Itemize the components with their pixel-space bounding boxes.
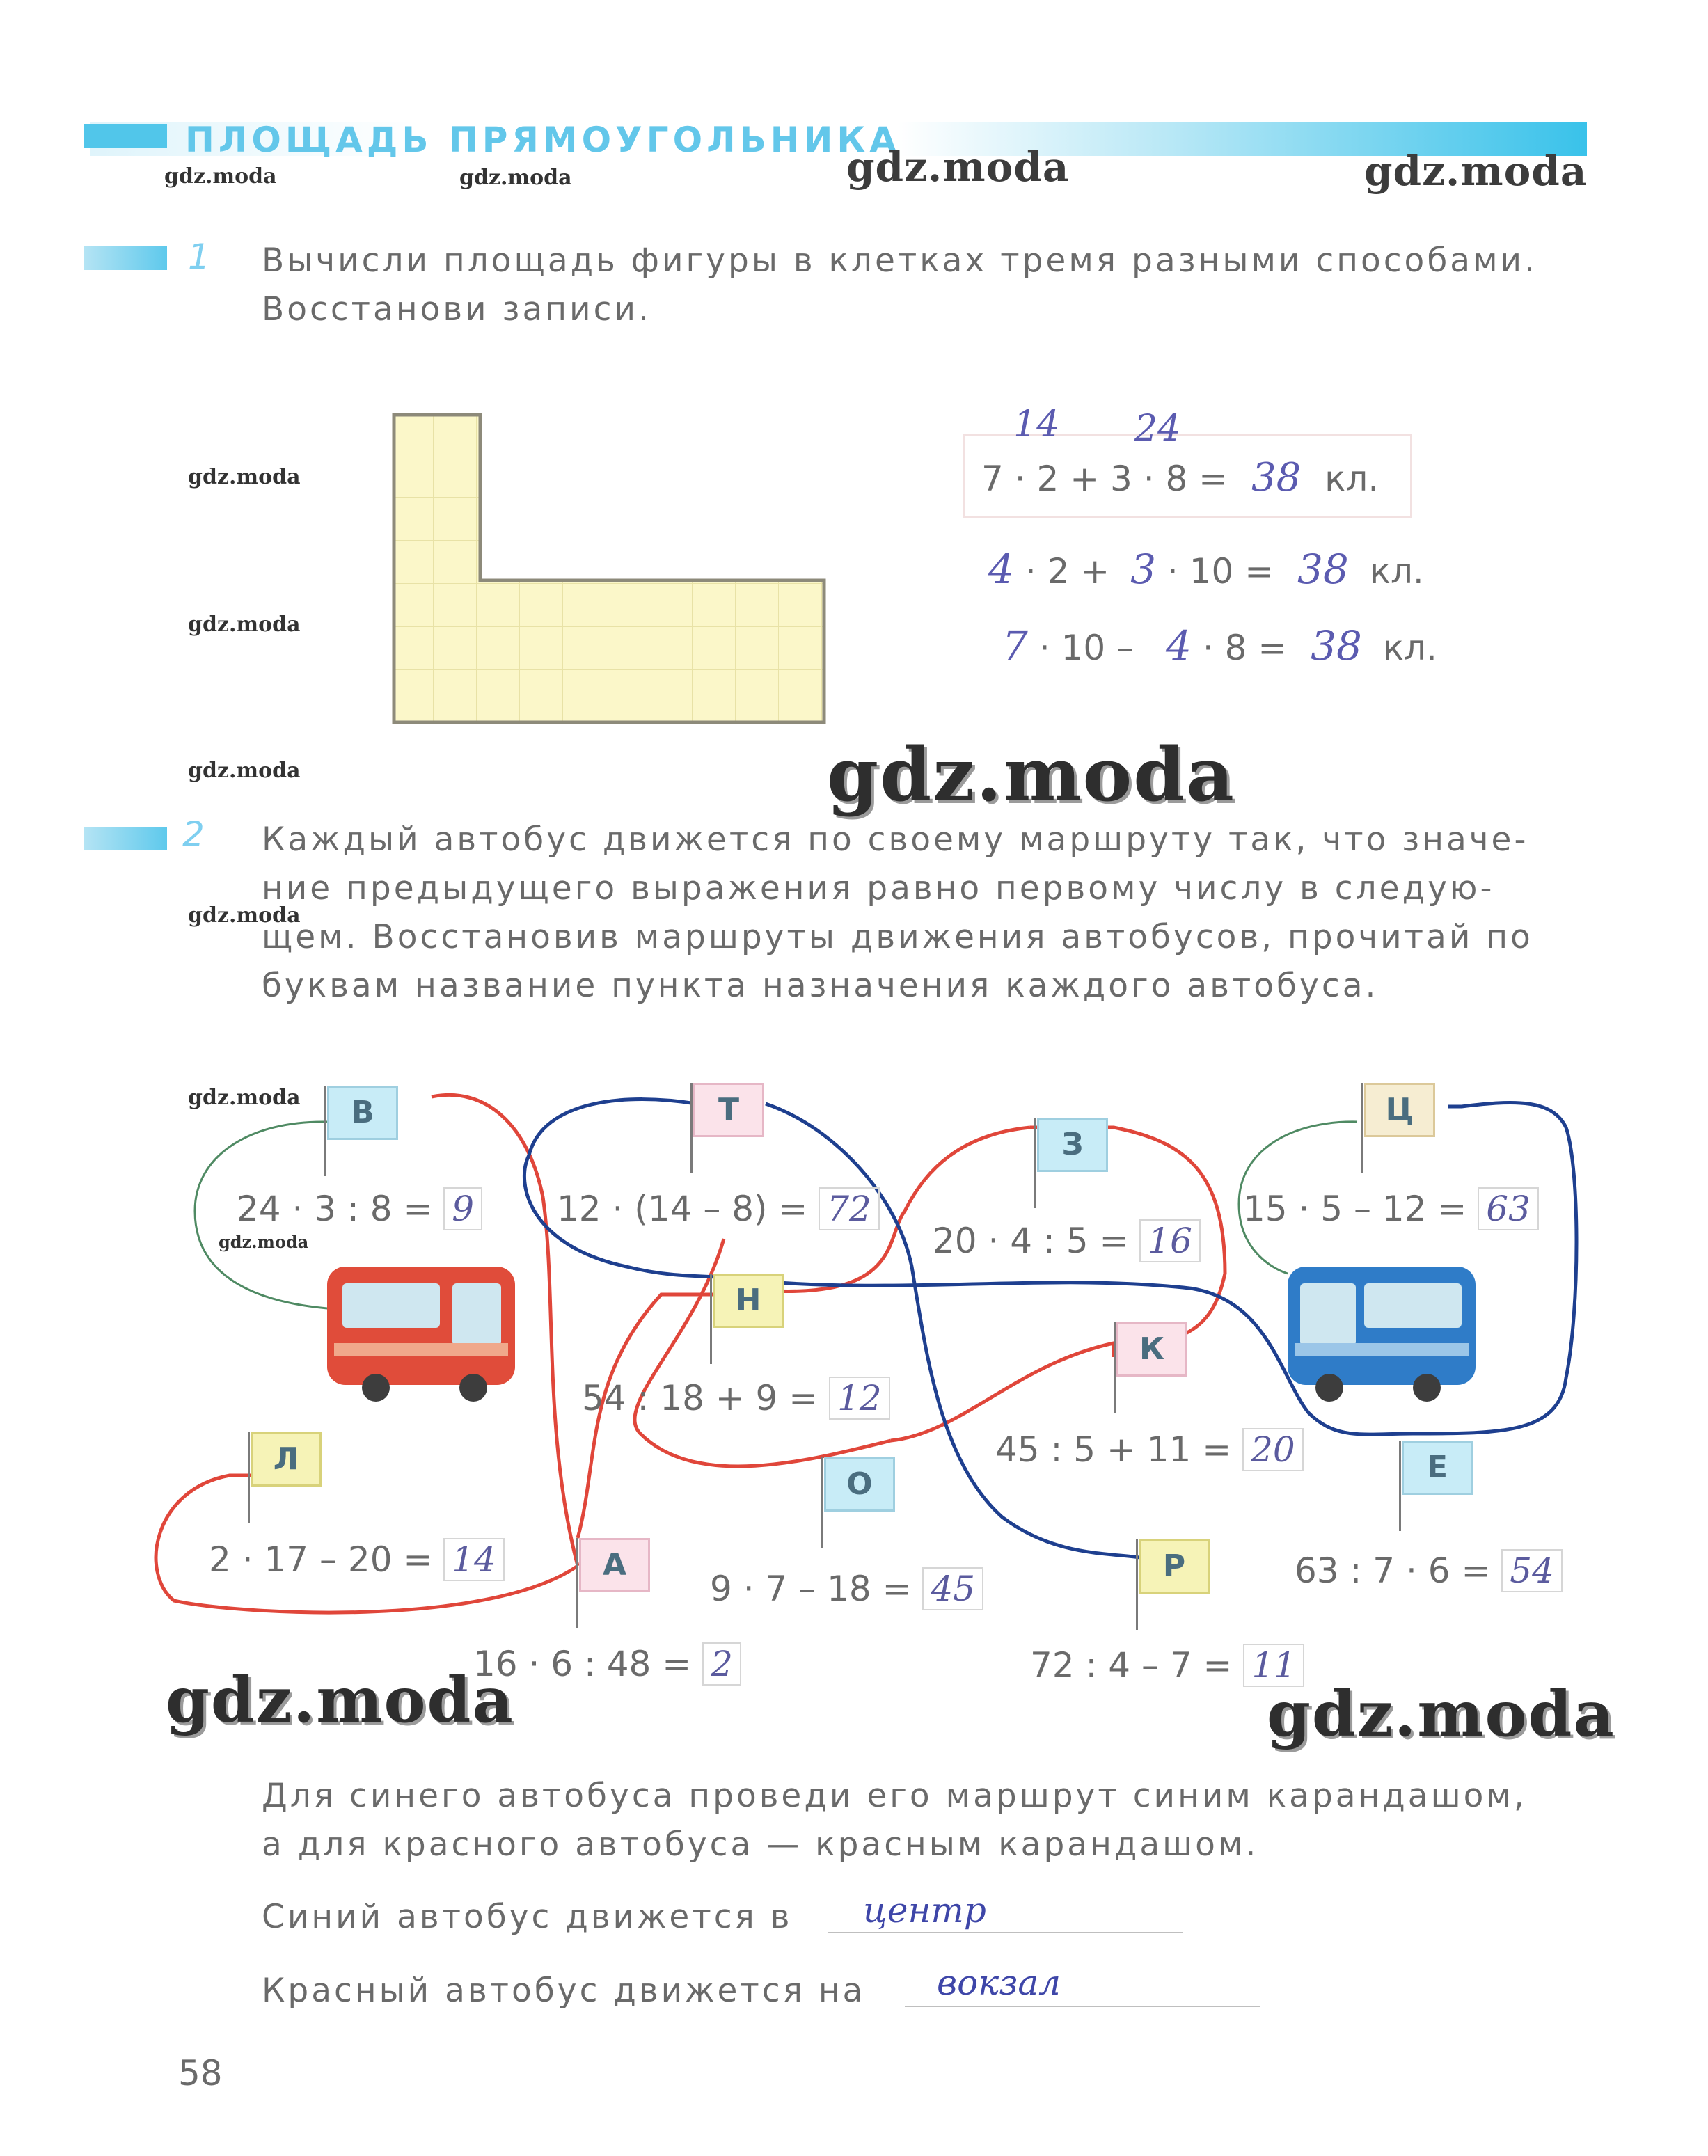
stop-flag-t: Т: [693, 1083, 764, 1137]
task-text: Восстанови записи.: [262, 290, 651, 328]
equation-2: [988, 546, 1424, 593]
answer-value: 7: [1002, 622, 1028, 669]
stop-flag-z: З: [1037, 1118, 1108, 1172]
unit-label: кл.: [1325, 459, 1379, 499]
stop-expression: [473, 1642, 741, 1686]
stop-expression: [582, 1377, 890, 1420]
watermark: gdz.moda: [164, 164, 277, 189]
equation-3: [1002, 622, 1437, 669]
stop-flag-o: О: [824, 1457, 895, 1512]
stop-expression: [237, 1187, 482, 1230]
expression-text: 15 · 5 – 12 =: [1243, 1189, 1467, 1229]
answer-value: 3: [1130, 546, 1157, 593]
flag-pole: [1114, 1322, 1116, 1413]
watermark: gdz.moda: [827, 731, 1235, 818]
flag-pole: [821, 1457, 823, 1548]
header-marker: [84, 124, 167, 148]
expression-text: 2 · 17 – 20 =: [209, 1539, 433, 1580]
watermark: gdz.moda: [459, 166, 572, 190]
answer-prompt: Красный автобус движется на: [262, 1972, 866, 2010]
instruction-text: а для красного автобуса — красным карандашом.: [262, 1825, 1259, 1864]
watermark: gdz.moda: [188, 903, 301, 928]
flag-pole: [1136, 1539, 1138, 1630]
l-shape-grid-figure: [390, 411, 835, 731]
task-marker: [84, 246, 167, 270]
handwritten-note: 24: [1134, 408, 1181, 450]
stop-flag-n: Н: [713, 1274, 784, 1328]
equation-text: 7 · 2 + 3 · 8 =: [981, 459, 1228, 499]
watermark: gdz.moda: [188, 465, 301, 489]
answer-value: 11: [1243, 1644, 1304, 1687]
red-bus-icon: [327, 1267, 515, 1402]
stop-flag-r: Р: [1139, 1539, 1210, 1594]
stop-flag-ts: Ц: [1364, 1083, 1435, 1137]
task-text: щем. Восстановив маршруты движения автобусов, прочитай по: [262, 918, 1533, 956]
stop-flag-v: В: [327, 1086, 398, 1140]
stop-expression: [1295, 1549, 1563, 1592]
task-number: 2: [182, 814, 205, 855]
answer-value: 38: [1297, 546, 1349, 593]
task-marker: [84, 827, 167, 850]
watermark: gdz.moda: [188, 759, 301, 783]
expression-text: 12 · (14 – 8) =: [557, 1189, 808, 1229]
watermark: gdz.moda: [188, 612, 301, 637]
flag-pole: [576, 1538, 578, 1628]
answer-value: 14: [443, 1538, 505, 1581]
equation-text: · 10 =: [1167, 551, 1274, 592]
equation-text: · 2 +: [1025, 551, 1110, 592]
watermark: gdz.moda: [166, 1663, 514, 1737]
answer-value: 4: [1166, 622, 1192, 669]
flag-pole: [1361, 1083, 1363, 1173]
answer-value: 63: [1478, 1187, 1539, 1230]
red-answer: вокзал: [937, 1963, 1061, 2003]
expression-text: 9 · 7 – 18 =: [710, 1569, 912, 1609]
task-number: 1: [188, 237, 210, 277]
stop-expression: [1243, 1187, 1539, 1230]
stop-expression: [557, 1187, 880, 1230]
page-title: ПЛОЩАДЬ ПРЯМОУГОЛЬНИКА: [185, 120, 901, 160]
answer-value: 54: [1501, 1549, 1563, 1592]
answer-value: 4: [988, 546, 1014, 593]
watermark: gdz.moda: [188, 1086, 301, 1110]
expression-text: 16 · 6 : 48 =: [473, 1644, 692, 1684]
answer-line: [828, 1932, 1183, 1933]
stop-expression: [995, 1428, 1304, 1471]
expression-text: 24 · 3 : 8 =: [237, 1189, 433, 1229]
flag-pole: [1399, 1441, 1401, 1531]
blue-bus-icon: [1288, 1267, 1476, 1402]
answer-value: 38: [1251, 455, 1302, 500]
flag-pole: [248, 1432, 250, 1523]
stop-expression: [1030, 1644, 1304, 1687]
flag-pole: [324, 1086, 326, 1176]
expression-text: 45 : 5 + 11 =: [995, 1429, 1232, 1470]
answer-value: 9: [443, 1187, 482, 1230]
stop-expression: [710, 1567, 983, 1610]
answer-value: 12: [829, 1377, 890, 1420]
page-number: 58: [178, 2053, 223, 2093]
answer-value: 16: [1139, 1219, 1201, 1262]
expression-text: 20 · 4 : 5 =: [933, 1221, 1129, 1261]
watermark: gdz.moda: [846, 143, 1070, 191]
unit-label: кл.: [1369, 551, 1424, 592]
answer-value: 38: [1311, 622, 1362, 669]
answer-value: 2: [702, 1642, 741, 1686]
flag-pole: [690, 1083, 693, 1173]
answer-value: 20: [1242, 1428, 1304, 1471]
blue-answer: центр: [863, 1890, 986, 1931]
answer-prompt: Синий автобус движется в: [262, 1898, 793, 1936]
flag-pole: [710, 1274, 712, 1364]
answer-value: 72: [819, 1187, 880, 1230]
stop-flag-a: А: [579, 1538, 650, 1592]
equation-text: · 10 –: [1038, 628, 1134, 668]
stop-flag-e: Е: [1402, 1441, 1473, 1495]
watermark: gdz.moda: [1364, 148, 1588, 195]
equation-text: · 8 =: [1202, 628, 1288, 668]
equation-1: [981, 455, 1379, 500]
task-text: Вычисли площадь фигуры в клетках тремя разными способами.: [262, 241, 1538, 280]
task-text: буквам название пункта назначения каждого автобуса.: [262, 967, 1379, 1005]
handwritten-note: 14: [1013, 404, 1060, 445]
unit-label: кл.: [1382, 628, 1437, 668]
task-text: Каждый автобус движется по своему маршруту так, что значе-: [262, 821, 1529, 859]
flag-pole: [1034, 1118, 1036, 1208]
expression-text: 63 : 7 · 6 =: [1295, 1551, 1491, 1591]
task-text: ние предыдущего выражения равно первому числу в следую-: [262, 869, 1495, 907]
stop-expression: [933, 1219, 1201, 1262]
stop-flag-k: К: [1116, 1322, 1187, 1377]
stop-expression: [209, 1538, 505, 1581]
answer-value: 45: [922, 1567, 983, 1610]
watermark: gdz.moda: [1267, 1677, 1615, 1751]
expression-text: 54 : 18 + 9 =: [582, 1378, 819, 1418]
answer-line: [905, 2006, 1260, 2007]
expression-text: 72 : 4 – 7 =: [1030, 1645, 1233, 1686]
stop-flag-l: Л: [251, 1432, 322, 1487]
instruction-text: Для синего автобуса проведи его маршрут синим карандашом,: [262, 1777, 1527, 1815]
watermark: gdz.moda: [219, 1232, 309, 1252]
